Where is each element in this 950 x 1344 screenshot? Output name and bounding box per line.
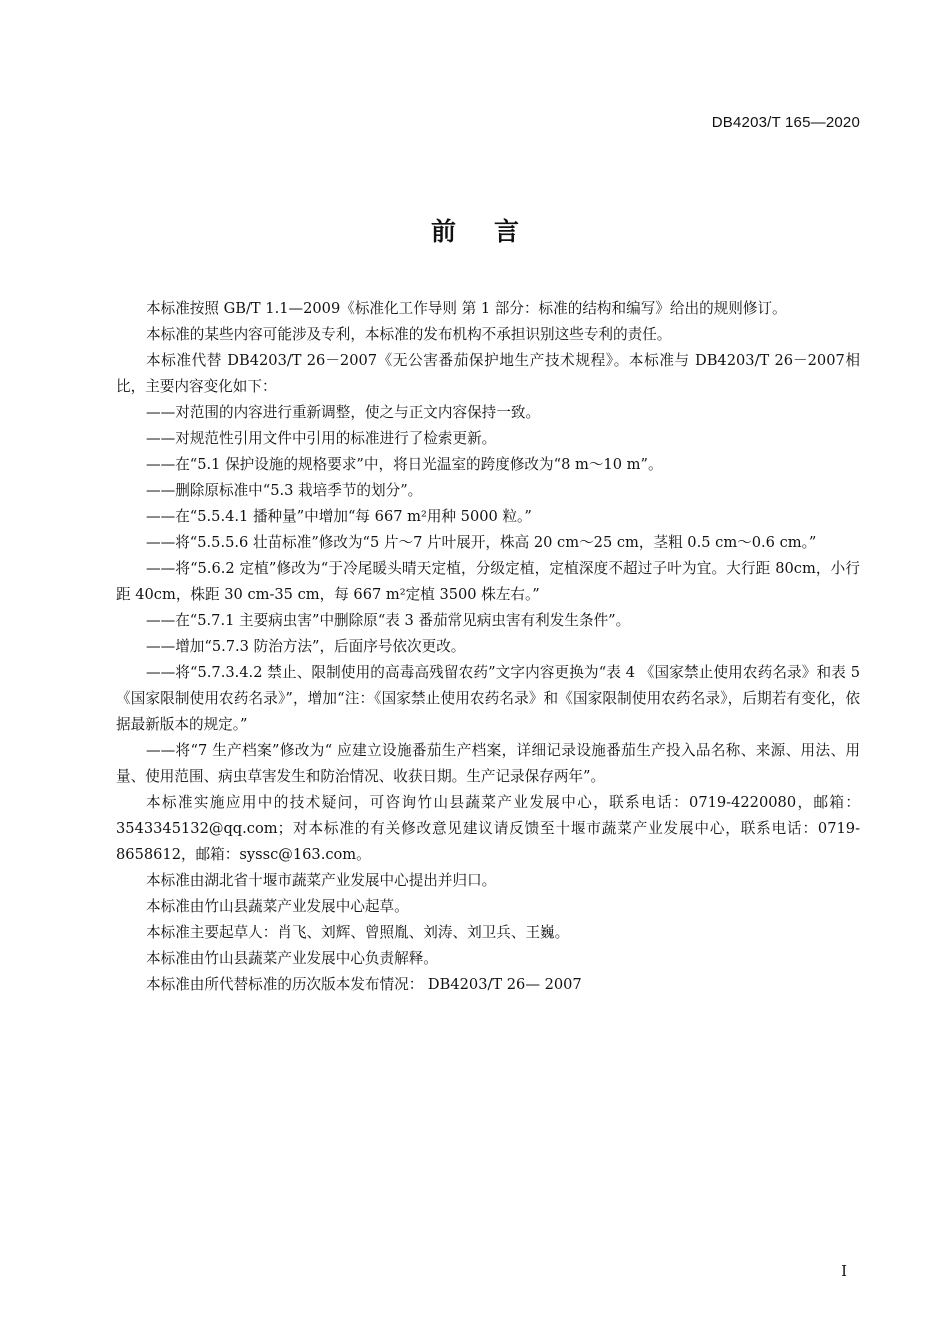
paragraph: 本标准由湖北省十堰市蔬菜产业发展中心提出并归口。 — [146, 872, 497, 889]
paragraph: 本标准的某些内容可能涉及专利，本标准的发布机构不承担识别这些专利的责任。 — [146, 326, 672, 343]
change-item: ——在“5.7.1 主要病虫害”中删除原“表 3 番茄常见病虫害有利发生条件”。 — [146, 612, 631, 629]
change-item: ——将“7 生产档案”修改为“ 应建立设施番茄生产档案，详细记录设施番茄生产投入品名称、来源、用法、用量、使用范围、病虫草害发生和防治情况、收获日期。生产记录保存两年”。 — [116, 742, 860, 785]
change-item: ——在“5.5.4.1 播种量”中增加“每 667 m²用种 5000 粒。” — [146, 508, 532, 525]
change-item: ——删除原标准中“5.3 栽培季节的划分”。 — [146, 482, 423, 499]
foreword-body — [116, 296, 860, 998]
drafters-paragraph: 本标准主要起草人：肖飞、刘辉、曾照胤、刘涛、刘卫兵、王巍。 — [146, 924, 570, 941]
change-item: ——将“5.6.2 定植”修改为“于冷尾暖头晴天定植，分级定植，定植深度不超过子叶为宜。大行距 80cm，小行距 40cm，株距 30 cm-35 cm，每 667 m²定植 3500 株左右。” — [116, 560, 860, 603]
paragraph: 本标准按照 GB/T 1.1—2009《标准化工作导则 第 1 部分：标准的结构和编写》给出的规则修订。 — [146, 300, 787, 317]
change-item: ——增加“5.7.3 防治方法”，后面序号依次更改。 — [146, 638, 466, 655]
contact-paragraph: 本标准实施应用中的技术疑问，可咨询竹山县蔬菜产业发展中心，联系电话：0719-4220080，邮箱：3543345132@qq.com；对本标准的有关修改意见建议请反馈至十堰市蔬菜产业发展中心，联系电话：0719-8658612，邮箱：syssc@163.com。 — [116, 794, 860, 863]
change-item: ——对规范性引用文件中引用的标准进行了检索更新。 — [146, 430, 497, 447]
paragraph: 本标准由竹山县蔬菜产业发展中心负责解释。 — [146, 950, 438, 967]
paragraph: 本标准代替 DB4203/T 26－2007《无公害番茄保护地生产技术规程》。本标准与 DB4203/T 26－2007相比，主要内容变化如下： — [116, 352, 860, 395]
page-number: I — [841, 1262, 847, 1280]
paragraph: 本标准由竹山县蔬菜产业发展中心起草。 — [146, 898, 409, 915]
change-item: ——将“5.7.3.4.2 禁止、限制使用的高毒高残留农药”文字内容更换为“表 4 《国家禁止使用农药名录》和表 5 《国家限制使用农药名录》”，增加“注：《国家禁止使用农药名录》和《国家限制使用农药名录》，后期若有变化，依据最新版本的规定。” — [116, 664, 860, 733]
document-number: DB4203/T 165—2020 — [711, 114, 860, 131]
version-history-paragraph: 本标准由所代替标准的历次版本发布情况： DB4203/T 26— 2007 — [146, 976, 582, 993]
change-item: ——将“5.5.5.6 壮苗标准”修改为“5 片～7 片叶展开，株高 20 cm～25 cm，茎粗 0.5 cm～0.6 cm。” — [146, 534, 817, 551]
change-item: ——对范围的内容进行重新调整，使之与正文内容保持一致。 — [146, 404, 541, 421]
change-item: ——在“5.1 保护设施的规格要求”中，将日光温室的跨度修改为“8 m～10 m”。 — [146, 456, 663, 473]
page-title: 前言 — [430, 217, 557, 246]
